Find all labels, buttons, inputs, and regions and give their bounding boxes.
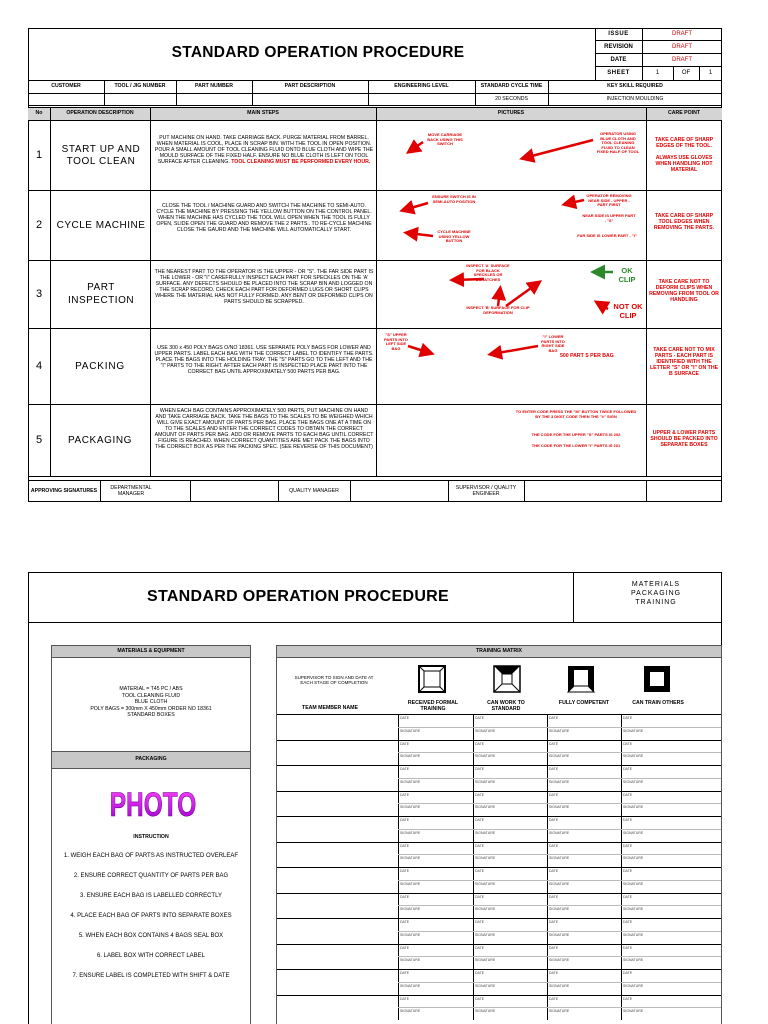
hdr-part-desc: PART DESCRIPTION: [284, 83, 336, 90]
matrix-title: TRAINING MATRIX: [475, 648, 522, 655]
matrix-cell-signature: SIGNATURE: [623, 728, 644, 733]
matrix-cell-signature: SIGNATURE: [475, 881, 496, 886]
row3-pic-note-2: INSPECT 'B' SURFACE FOR CLIP DEFORMATION: [466, 305, 530, 315]
arrow-row1-a: [410, 142, 423, 151]
arrow-row3-c: [506, 283, 538, 306]
matrix-cell-signature: SIGNATURE: [400, 830, 421, 835]
matrix-cell-signature: SIGNATURE: [623, 932, 644, 937]
hdr-eng-level: ENGINEERING LEVEL: [394, 83, 449, 90]
row5-care: UPPER & LOWER PARTS SHOULD BE PACKED INTO SEPARATE BOXES: [650, 430, 718, 448]
matrix-cell-date: DATE: [475, 716, 485, 720]
matrix-cell-signature: SIGNATURE: [400, 958, 421, 963]
col-care: CARE POINT: [668, 110, 700, 117]
stage-3-label: FULLY COMPETENT: [558, 700, 610, 706]
table-row: [277, 893, 721, 894]
sheet2-title: STANDARD OPERATION PROCEDURE: [146, 587, 450, 605]
matrix-cell-date: DATE: [623, 945, 633, 950]
stage-3-icon: [568, 666, 594, 692]
matrix-cell-signature: SIGNATURE: [623, 881, 644, 886]
arrow-row3-a: [454, 279, 484, 280]
row4-desc: PACKING: [75, 360, 125, 372]
table-row: [277, 842, 721, 843]
matrix-cell-signature: SIGNATURE: [475, 856, 496, 861]
approve-label: APPROVING SIGNATURES: [30, 487, 98, 494]
row1-pic-note-2: OPERATOR USING BLUE CLOTH AND TOOL CLEANING FLUID TO CLEAN FIXED HALF OF TOOL: [596, 131, 640, 155]
matrix-cell-date: DATE: [475, 741, 485, 746]
meta-sheet-value: 1: [655, 70, 660, 77]
matrix-cell-signature: SIGNATURE: [475, 728, 496, 733]
arrow-row1-b: [524, 140, 593, 158]
matrix-cell-date: DATE: [549, 741, 559, 746]
annotation-arrows: [28, 28, 722, 502]
row3-not-ok-clip: NOT OK CLIP: [613, 302, 643, 320]
sop-sheet-1: [28, 28, 722, 502]
matrix-cell-signature: SIGNATURE: [549, 932, 570, 937]
matrix-cell-date: DATE: [400, 741, 410, 746]
matrix-cell-signature: SIGNATURE: [549, 830, 570, 835]
row4-pic-note-1: "S" UPPER PARTS INTO LEFT SIDE BAG: [384, 332, 408, 351]
matrix-cell-date: DATE: [400, 869, 410, 873]
matrix-cell-date: DATE: [623, 894, 633, 899]
svg-text:PHOTO: PHOTO: [109, 786, 197, 825]
matrix-cell-date: DATE: [549, 843, 559, 848]
hdr-customer: CUSTOMER: [51, 83, 81, 90]
table-row: [277, 867, 721, 868]
matrix-cell-signature: SIGNATURE: [549, 983, 570, 988]
row5-no: 5: [35, 434, 43, 447]
matrix-cell-signature: SIGNATURE: [623, 907, 644, 912]
val-cycle-time: 20 SECONDS: [495, 95, 528, 102]
matrix-cell-date: DATE: [623, 996, 633, 1001]
approve-dept: DEPARTMENTAL MANAGER: [110, 484, 152, 497]
matrix-cell-signature: SIGNATURE: [623, 856, 644, 861]
matrix-cell-date: DATE: [475, 894, 485, 899]
matrix-cell-date: DATE: [549, 869, 559, 873]
row4-care: TAKE CARE NOT TO MIX PARTS - EACH PART IS IDENTIFIED WITH THE LETTER "S" OR "I" ON THE B SURFACE: [649, 347, 719, 377]
row5-desc: PACKAGING: [67, 434, 133, 446]
stage-2-label: CAN WORK TO STANDARD: [487, 700, 525, 712]
matrix-cell-signature: SIGNATURE: [475, 932, 496, 937]
matrix-cell-date: DATE: [400, 945, 410, 950]
hdr-part-number: PART NUMBER: [195, 83, 233, 90]
row1-no: 1: [35, 149, 43, 162]
matrix-cell-date: DATE: [400, 767, 410, 771]
instruction-title: INSTRUCTION: [133, 834, 169, 841]
row1-desc: START UP AND TOOL CLEAN: [61, 143, 141, 167]
row4-pic-note-3: 500 PART S PER BAG: [560, 353, 614, 359]
matrix-cell-signature: SIGNATURE: [475, 983, 496, 988]
sheet2-subtitle: MATERIALS PACKAGING TRAINING: [631, 581, 682, 606]
arrow-row2-b: [408, 233, 433, 236]
matrix-cell-date: DATE: [475, 869, 485, 873]
matrix-cell-date: DATE: [549, 996, 559, 1001]
matrix-cell-signature: SIGNATURE: [623, 983, 644, 988]
stage-4-icon: [644, 666, 670, 692]
row3-ok-clip: OK CLIP: [618, 266, 636, 284]
matrix-cell-signature: SIGNATURE: [549, 881, 570, 886]
matrix-cell-date: DATE: [549, 945, 559, 950]
matrix-cell-date: DATE: [400, 996, 410, 1001]
meta-date-value: DRAFT: [672, 56, 692, 63]
matrix-cell-date: DATE: [400, 894, 410, 899]
matrix-cell-signature: SIGNATURE: [400, 881, 421, 886]
row5-steps: WHEN EACH BAG CONTAINS APPROXIMATELY 500 PARTS, PUT MACHINE ON HAND AND TAKE CARRIAGE BACK. TAKE THE BAGS TO THE SCALES TO BE WEIGHED WHICH WILL GIVE EXACT AMOUNT OF PARTS PER BAG. PLACE THE BAGS ONE AT A TIME ON TO THE SCALES AND ENTER THE CORRECT CODES TO OBTAIN THE CORRECT AMOUNT OF PARTS PER BAG. ADD OR REMOVE PARTS TO EACH BAG UNTIL CORRECT FIGURE IS REACHED. WHEN CORRECT QUANTITIES ARE MET PACK THE BAGS INTO THE CORRECT BOX AS PER THE PACKING SPEC. (SEE REVERSE OF THIS DOCUMENT): [154, 408, 374, 450]
row1-steps: PUT MACHINE ON HAND. TAKE CARRIAGE BACK. PURGE MATERIAL FROM BARREL. WHEN MATERIAL IS COOL, PLACE IN SCRAP BIN. WITH THE TOOL IN OPEN POSITION. POUR A SMALL AMOUNT OF TOOL CLEANING FLUID ONTO BLUE CLOTH AND WIPE THE MOULD SURFACE OF THE FIXED HALF. ENSURE NO BLUE CLOTH IS LEFT ON TOOL SURFACE AFTER CLEANING. TOOL CLEANING MUST BE PERFORMED EVERY HOUR.: [154, 135, 374, 165]
photo-placeholder: [109, 776, 197, 828]
meta-date-label: DATE: [610, 56, 627, 63]
arrow-row2-a: [404, 203, 428, 210]
meta-revision-label: REVISION: [604, 43, 633, 50]
packaging-title: PACKAGING: [135, 756, 167, 763]
matrix-cell-date: DATE: [475, 843, 485, 848]
matrix-cell-date: DATE: [623, 920, 633, 924]
matrix-cell-date: DATE: [549, 767, 559, 771]
row1-care: TAKE CARE OF SHARP EDGES OF THE TOOL. ALWAYS USE GLOVES WHEN HANDLING HOT MATERIAL: [654, 137, 714, 173]
instructions-list: 1. WEIGH EACH BAG OF PARTS AS INSTRUCTED OVERLEAF 2. ENSURE CORRECT QUANTITY OF PARTS PER BAG 3. ENSURE EACH BAG IS LABELLED CORRECTLY 4. PLACE EACH BAG OF PARTS INTO SEPARATE BOXES 5. WHEN EACH BOX CONTAINS 4 BAGS SEAL BOX 6. LABEL BOX WITH CORRECT LABEL 7. ENSURE LABEL IS COMPLETED WITH SHIFT & DATE: [63, 853, 239, 979]
col-no: No: [35, 110, 43, 117]
meta-issue-value: DRAFT: [672, 31, 692, 38]
matrix-cell-signature: SIGNATURE: [623, 805, 644, 810]
matrix-cell-date: DATE: [400, 920, 410, 924]
table-row: [277, 714, 721, 715]
matrix-cell-date: DATE: [475, 945, 485, 950]
sheet1-title: STANDARD OPERATION PROCEDURE: [171, 44, 465, 62]
row5-pic-note-1: TO ENTER CODE PRESS THE "M" BUTTON TWICE FOLLOWED BY THE 3 DIGIT CODE THEN THE "#" SIGN: [515, 409, 637, 419]
stage-2-icon: [494, 666, 520, 692]
matrix-cell-date: DATE: [549, 818, 559, 822]
matrix-cell-date: DATE: [549, 920, 559, 924]
col-desc: OPERATION DESCRIPTION: [66, 110, 134, 117]
materials-title: MATERIALS & EQUIPMENT: [117, 648, 185, 655]
matrix-cell-date: DATE: [475, 920, 485, 924]
team-member-header: TEAM MEMBER NAME: [302, 705, 358, 711]
row3-no: 3: [35, 288, 43, 301]
matrix-cell-date: DATE: [400, 818, 410, 822]
matrix-cell-signature: SIGNATURE: [623, 958, 644, 963]
matrix-cell-signature: SIGNATURE: [475, 830, 496, 835]
meta-sheet-of: OF: [681, 70, 691, 77]
matrix-cell-signature: SIGNATURE: [549, 856, 570, 861]
materials-list: MATERIAL = T45 PC / ABS TOOL CLEANING FLUID BLUE CLOTH POLY BAGS = 300mm X 450mm ORDER NO 18361 STANDARD BOXES: [90, 686, 212, 718]
arrow-row3-b: [498, 290, 500, 306]
table-row: [277, 816, 721, 817]
matrix-cell-signature: SIGNATURE: [400, 805, 421, 810]
matrix-cell-date: DATE: [549, 716, 559, 720]
hdr-cycle-time: STANDARD CYCLE TIME: [480, 83, 543, 90]
matrix-cell-date: DATE: [623, 818, 633, 822]
row1-pic-note-1: MOVE CARRIAGE BACK USING THIS SWITCH: [427, 132, 463, 147]
row2-pic-note-5: FAR SIDE IS LOWER PART - "I": [577, 233, 637, 238]
row2-no: 2: [35, 219, 43, 232]
matrix-cell-signature: SIGNATURE: [623, 830, 644, 835]
matrix-cell-signature: SIGNATURE: [623, 1009, 644, 1014]
row3-steps: THE NEAREST PART TO THE OPERATOR IS THE UPPER - OR "S". THE FAR SIDE PART IS THE LOWER - OR "I" CAREFRULLY INSPECT EACH PART FOR SPECKLES ON THE 'A' SURFACE. ANY DEFECTS SHOULD BE PLACED INTO THE SCRAP BIN AND LOGGED ON THE SCRAP RECORD. CHECK EACH PART FOR DEFORMED LUGS OR SHORT CLIPS WHERE THE MATERIAL HAS NOT FULLY FORMED. ANY BENT OR DEFORMED CLIPS ON PARTS SHOULD BE SCRAPPED.: [154, 269, 374, 305]
arrow-row4-b: [492, 346, 538, 354]
matrix-cell-date: DATE: [623, 716, 633, 720]
stage-4-label: CAN TRAIN OTHERS: [632, 700, 684, 706]
matrix-cell-date: DATE: [475, 971, 485, 975]
matrix-cell-date: DATE: [400, 792, 410, 797]
matrix-cell-date: DATE: [623, 869, 633, 873]
matrix-cell-signature: SIGNATURE: [475, 907, 496, 912]
matrix-cell-signature: SIGNATURE: [475, 779, 496, 784]
meta-issue-label: ISSUE: [608, 31, 629, 38]
hdr-tool: TOOL / JIG NUMBER: [114, 83, 166, 90]
table-row: [277, 969, 721, 970]
matrix-cell-signature: SIGNATURE: [400, 754, 421, 759]
matrix-cell-signature: SIGNATURE: [400, 728, 421, 733]
matrix-cell-date: DATE: [623, 843, 633, 848]
row2-care: TAKE CARE OF SHARP TOOL EDGES WHEN REMOVING THE PARTS.: [653, 213, 715, 231]
matrix-cell-date: DATE: [549, 971, 559, 975]
matrix-cell-signature: SIGNATURE: [475, 805, 496, 810]
stage-1-label: RECEIVED FORMAL TRAINING: [407, 700, 459, 712]
matrix-cell-date: DATE: [400, 971, 410, 975]
matrix-cell-date: DATE: [475, 996, 485, 1001]
matrix-cell-signature: SIGNATURE: [400, 932, 421, 937]
row3-desc: PART INSPECTION: [67, 282, 135, 306]
row2-desc: CYCLE MACHINE: [56, 219, 146, 231]
matrix-cell-signature: SIGNATURE: [475, 754, 496, 759]
arrow-row4-a: [408, 346, 430, 353]
meta-sheet-label: SHEET: [607, 70, 630, 77]
arrow-row2-c: [566, 200, 584, 204]
matrix-cell-date: DATE: [623, 741, 633, 746]
row4-no: 4: [35, 360, 43, 373]
approve-supervisor: SUPERVISOR / QUALITY ENGINEER: [455, 484, 517, 497]
matrix-cell-signature: SIGNATURE: [475, 1009, 496, 1014]
matrix-cell-date: DATE: [623, 792, 633, 797]
matrix-cell-date: DATE: [400, 843, 410, 848]
row5-pic-note-3: THE CODE FOR THE LOWER "I" PARTS IS 201: [531, 443, 621, 448]
row3-care: TAKE CARE NOT TO DEFORM CLIPS WHEN REMOVING FROM TOOL OR HANDLING: [649, 279, 719, 303]
row2-pic-note-2: CYCLE MACHINE USING YELLOW BUTTON: [437, 229, 471, 244]
col-pictures: PICTURES: [497, 110, 525, 117]
row5-pic-note-2: THE CODE FOR THE UPPER "S" PARTS IS 202: [531, 432, 621, 437]
matrix-cell-signature: SIGNATURE: [400, 983, 421, 988]
row4-steps: USE 300 x 450 POLY BAGS O/NO 18361. USE SEPARATE POLY BAGS FOR LOWER AND UPPER PARTS. LABEL EACH BAG WITH THE CORRECT LABEL TO IDENTIFY THE PARTS. PLACE THE BAGS INTO THE HOLDING TRAY. THE "S" PARTS GO TO THE LEFT AND THE "I" PARTS TO THE RIGHT. AFTER EACH PART IS INSPECTED PLACE PART INTO THE CORRECT BAG UNTIL APPROXIMATELY 500 PARTS PER BAG.: [154, 345, 374, 375]
stage-icons: [408, 662, 708, 698]
approve-quality: QUALITY MANAGER: [289, 487, 339, 494]
matrix-cell-signature: SIGNATURE: [549, 805, 570, 810]
hdr-key-skill: KEY SKILL REQUIRED: [607, 83, 663, 90]
matrix-cell-date: DATE: [475, 792, 485, 797]
col-steps: MAIN STEPS: [247, 110, 279, 117]
matrix-cell-date: DATE: [623, 971, 633, 975]
matrix-cell-signature: SIGNATURE: [623, 779, 644, 784]
matrix-cell-signature: SIGNATURE: [549, 1009, 570, 1014]
row4-pic-note-2: "I" LOWER PARTS INTO RIGHT SIDE BAG: [541, 334, 565, 353]
matrix-cell-date: DATE: [475, 818, 485, 822]
matrix-cell-signature: SIGNATURE: [475, 958, 496, 963]
row2-pic-note-4: NEAR SIDE IS UPPER PART - "S": [582, 213, 636, 223]
table-row: [277, 765, 721, 766]
matrix-cell-date: DATE: [400, 716, 410, 720]
matrix-cell-signature: SIGNATURE: [549, 958, 570, 963]
matrix-cell-signature: SIGNATURE: [400, 1009, 421, 1014]
matrix-cell-signature: SIGNATURE: [549, 779, 570, 784]
matrix-cell-signature: SIGNATURE: [623, 754, 644, 759]
arrow-row3-d: [598, 303, 608, 309]
matrix-cell-signature: SIGNATURE: [400, 779, 421, 784]
row3-pic-note-1: INSPECT 'A' SURFACE FOR BLACK SPECKLES OR SCRATCHES: [466, 263, 510, 282]
matrix-cell-date: DATE: [549, 792, 559, 797]
matrix-cell-signature: SIGNATURE: [549, 728, 570, 733]
sop-sheet-2: [28, 572, 722, 1024]
meta-revision-value: DRAFT: [672, 43, 692, 50]
table-row: [277, 791, 721, 792]
table-row: [277, 918, 721, 919]
matrix-cell-date: DATE: [623, 767, 633, 771]
table-row: [277, 995, 721, 996]
row2-pic-note-3: OPERATOR REMOVING NEAR SIDE - UPPER - PART FIRST: [586, 193, 632, 208]
val-key-skill: INJECTION MOULDING: [606, 95, 664, 102]
meta-sheet-total: 1: [708, 70, 713, 77]
table-row: [277, 944, 721, 945]
matrix-cell-signature: SIGNATURE: [400, 907, 421, 912]
supervisor-note: SUPERVISOR TO SIGN AND DATE AT EACH STAGE OF COMPLETION: [294, 675, 374, 686]
row2-steps: CLOSE THE TOOL / MACHINE GUARD AND SWITCH THE MACHINE TO SEMI-AUTO. CYCLE THE MACHINE BY PRESSING THE YELLOW BUTTON ON THE CONTROL PANEL. WHEN THE MACHINE HAS CYCLED THE TOOL WILL OPEN WHEN THE TOOL IS FULLY OPEN, SLIDE OPEN THE GUARD AND REMOVE THE 2 PARTS.. TO RE-CYCLE MACHINE CLOSE THE GAURD AND THE MACHINE WILL AUTOMATICALLY START.: [156, 203, 372, 233]
matrix-cell-signature: SIGNATURE: [400, 856, 421, 861]
matrix-cell-date: DATE: [475, 767, 485, 771]
matrix-cell-signature: SIGNATURE: [549, 907, 570, 912]
stage-1-icon: [419, 666, 445, 692]
table-row: [277, 740, 721, 741]
row2-pic-note-1: ENSURE SWITCH IS IN SEMI-AUTO POSITION: [432, 194, 476, 204]
matrix-cell-signature: SIGNATURE: [549, 754, 570, 759]
matrix-cell-date: DATE: [549, 894, 559, 899]
